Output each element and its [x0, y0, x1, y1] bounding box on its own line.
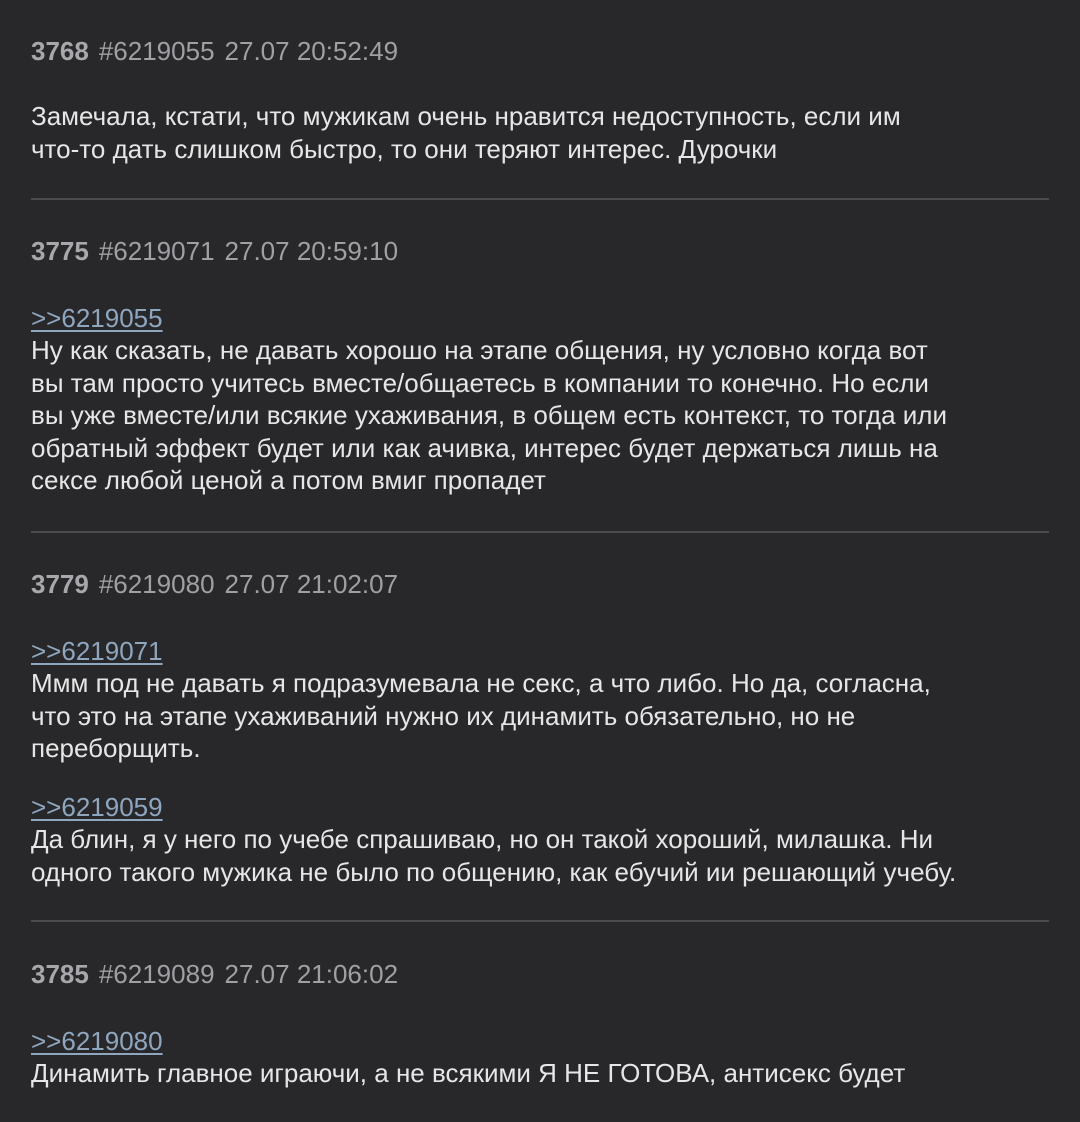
post-header: [31, 234, 398, 268]
post-id-link[interactable]: #6219089: [98, 959, 215, 989]
post-body: [31, 791, 1049, 888]
post-header: [31, 34, 398, 68]
post-number: 3768: [31, 36, 89, 66]
post-number: 3779: [31, 569, 89, 599]
reply-link[interactable]: >>6219055: [31, 303, 163, 333]
post-datetime: 27.07 21:02:07: [224, 569, 399, 599]
reply-link[interactable]: >>6219080: [31, 1026, 163, 1056]
post-id-link[interactable]: #6219080: [98, 569, 215, 599]
post-text: Замечала, кстати, что мужикам очень нравится недоступность, если им что-то дать слишком быстро, то они теряют интерес. Дурочки: [31, 101, 901, 164]
post-number: 3775: [31, 236, 89, 266]
post-text: Ну как сказать, не давать хорошо на этапе общения, ну условно когда вот вы там просто учитесь вместе/общаетесь в компании то конечно. Но если вы уже вместе/или всякие ухаживания, в общем есть контекст, то тогда или обратный эффект будет или как ачивка, интерес будет держаться лишь на сексе любой ценой а потом вмиг пропадет: [31, 335, 947, 495]
post-datetime: 27.07 20:52:49: [224, 36, 399, 66]
post-header: [31, 567, 398, 601]
post-datetime: 27.07 20:59:10: [224, 236, 399, 266]
post-datetime: 27.07 21:06:02: [224, 959, 399, 989]
post-body: [31, 1025, 1049, 1090]
post-id-link[interactable]: #6219055: [98, 36, 215, 66]
post-number: 3785: [31, 959, 89, 989]
post-divider: [31, 198, 1049, 200]
post-header: [31, 957, 398, 991]
post-id-link[interactable]: #6219071: [98, 236, 215, 266]
post-text: Динамить главное играючи, а не всякими Я НЕ ГОТОВА, антисекс будет: [31, 1058, 906, 1088]
post-body: [31, 302, 1049, 497]
reply-link[interactable]: >>6219059: [31, 792, 163, 822]
post-divider: [31, 531, 1049, 533]
reply-link[interactable]: >>6219071: [31, 636, 163, 666]
post-body: [31, 635, 1049, 765]
post-text: Ммм под не давать я подразумевала не секс, а что либо. Но да, согласна, что это на этапе ухаживаний нужно их динамить обязательно, но не переборщить.: [31, 668, 931, 763]
post-text: Да блин, я у него по учебе спрашиваю, но он такой хороший, милашка. Ни одного такого мужика не было по общению, как ебучий ии решающий учебу.: [31, 824, 957, 887]
post-body: [31, 100, 1049, 165]
post-divider: [31, 920, 1049, 922]
